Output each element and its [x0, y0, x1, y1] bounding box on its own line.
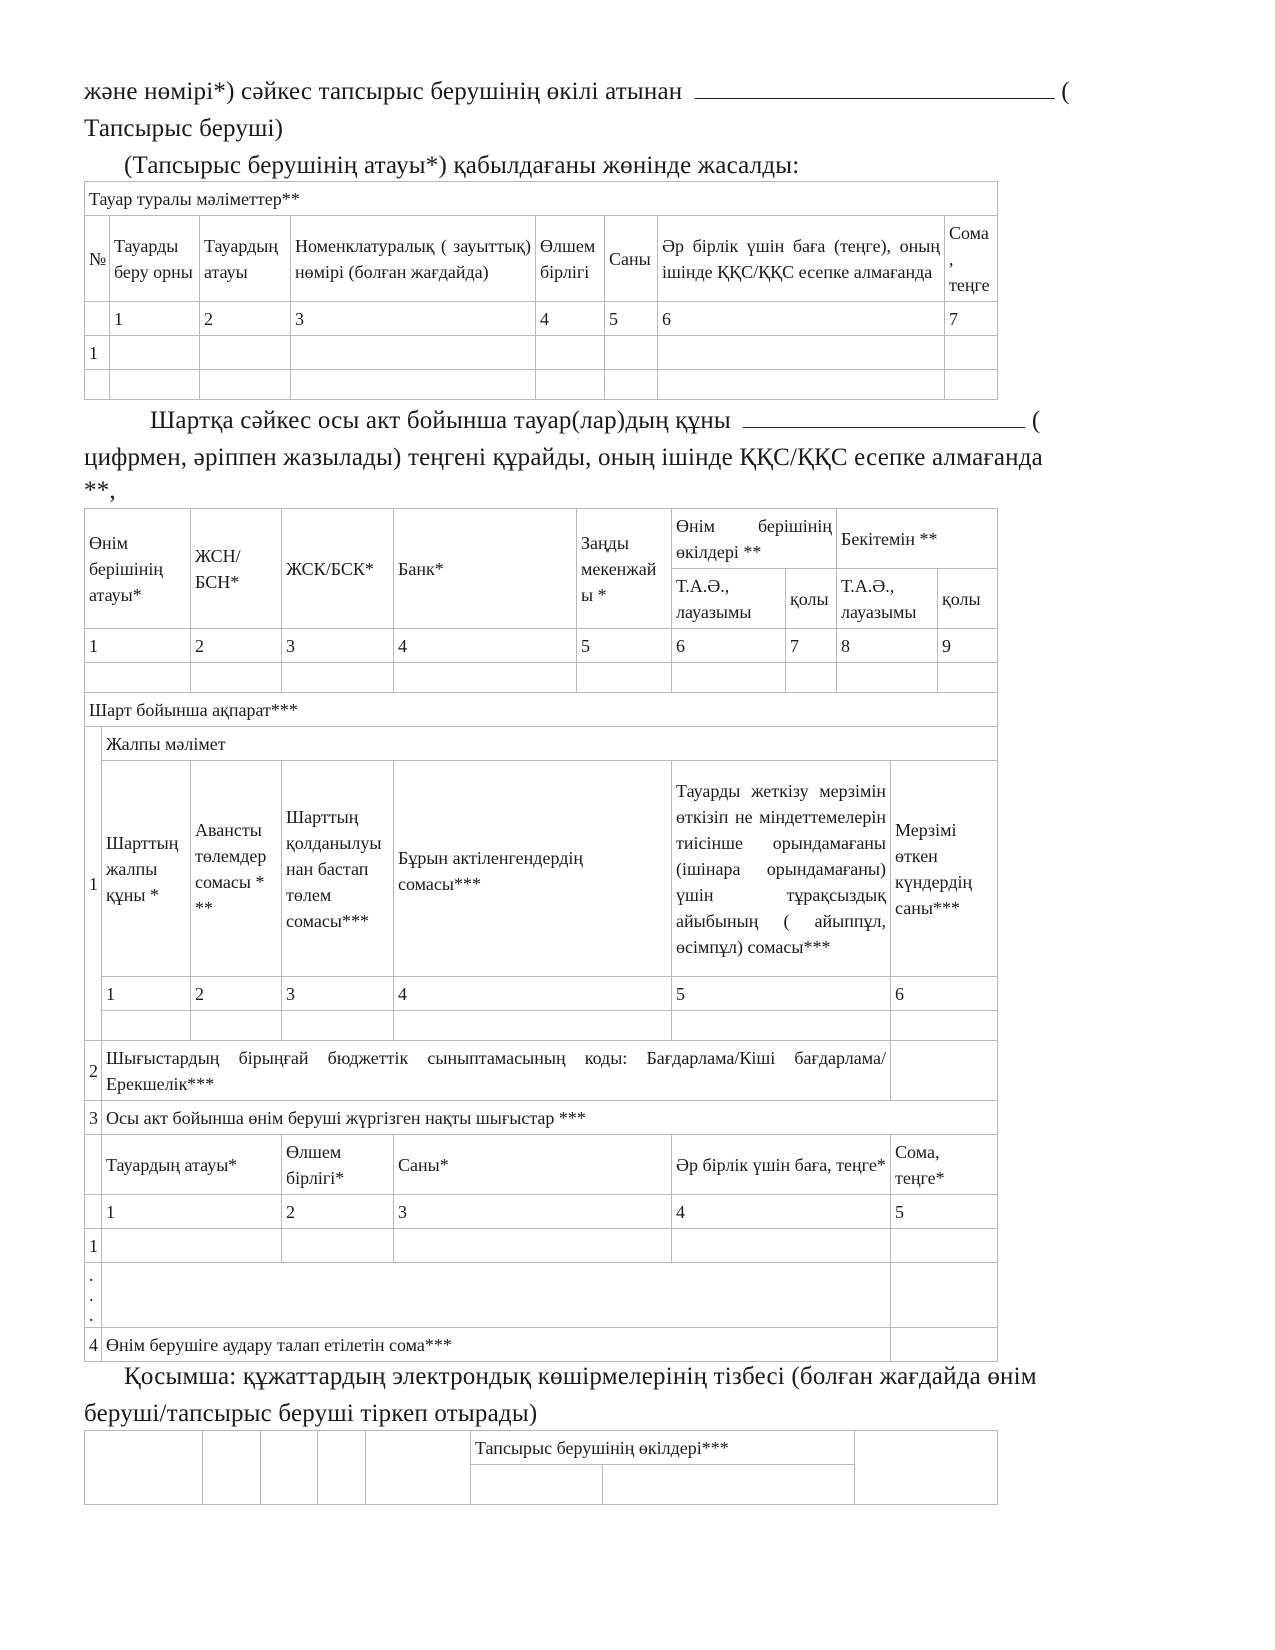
- s3-dots: .. .: [85, 1263, 102, 1328]
- supplier-index-cell: 8: [837, 629, 938, 663]
- s3-header-name: Тауардың атауы*: [102, 1135, 282, 1195]
- s1-index-cell: 6: [891, 977, 998, 1011]
- intro-line-3: (Тапсырыс берушінің атауы*) қабылдағаны жөнінде жасалды:: [124, 152, 800, 179]
- s3-index-cell: 5: [891, 1195, 998, 1229]
- s1-index-cell: 1: [102, 977, 191, 1011]
- contract-info-title: Шарт бойынша ақпарат***: [85, 693, 998, 727]
- goods-index-cell: 7: [945, 302, 998, 336]
- s3-index-cell: 3: [394, 1195, 672, 1229]
- supplier-index-cell: 2: [191, 629, 282, 663]
- goods-header-price: Әр бірлік үшін баға (теңге), оның ішінде ҚҚС/ҚҚС есепке алмағанда: [658, 216, 945, 302]
- goods-table-title: Тауар туралы мәліметтер**: [85, 182, 998, 216]
- s3-index-cell: 4: [672, 1195, 891, 1229]
- s3-header-qty: Саны*: [394, 1135, 672, 1195]
- intro-line-2: Тапсырыс беруші): [84, 115, 284, 142]
- supplier-header-address: Заңды мекенжайы *: [577, 509, 672, 629]
- goods-header-nomenclature: Номенклатуралық ( зауыттық) нөмірі (болған жағдайда): [291, 216, 536, 302]
- supplier-index-cell: 7: [786, 629, 837, 663]
- goods-index-cell: 2: [200, 302, 291, 336]
- section-1-number: 1: [85, 727, 102, 1041]
- s3-header-sum: Сома, теңге*: [891, 1135, 998, 1195]
- s1-index-cell: 5: [672, 977, 891, 1011]
- goods-header-sum: Сома , теңге: [945, 216, 998, 302]
- supplier-index-cell: 6: [672, 629, 786, 663]
- bottom-table: [84, 1430, 998, 1505]
- goods-header-no: №: [85, 216, 110, 302]
- supplier-header-name: Өнім берішінің атауы*: [85, 509, 191, 629]
- goods-index-cell: 1: [110, 302, 200, 336]
- s1-index-cell: 2: [191, 977, 282, 1011]
- approve-sub-fio: Т.А.Ә., лауазымы: [837, 569, 938, 629]
- blank-cost: [743, 403, 1025, 428]
- section-4-text: Өнім берушіге аудару талап етілетін сома***: [102, 1328, 891, 1362]
- s3-row-1: [85, 1229, 998, 1263]
- supplier-index-cell: 4: [394, 629, 577, 663]
- s3-header-unit: Өлшем бірлігі*: [282, 1135, 394, 1195]
- goods-header-place: Тауарды беру орны: [110, 216, 200, 302]
- cost-line-2: цифрмен, әріппен жазылады) теңгені құрайды, оның ішінде ҚҚС/ҚҚС есепке алмағанда: [84, 444, 1043, 471]
- cost-line-3: **,: [84, 477, 116, 504]
- s1-header-paid: Шарттың қолданылуынан бастап төлем сомасы***: [282, 761, 394, 977]
- s1-index-cell: 4: [394, 977, 672, 1011]
- section-3-number: 3: [85, 1101, 102, 1135]
- approve-sub-signature: қолы: [938, 569, 998, 629]
- supplier-header-approve: Бекітемін **: [837, 509, 998, 569]
- intro-line-1: және нөмірі*) сәйкес тапсырыс берушінің өкілі атынан (: [84, 73, 1070, 110]
- supplier-header-reps: Өнім берішінің өкілдері **: [672, 509, 837, 569]
- s3-row-dots: [85, 1263, 998, 1328]
- goods-header-name: Тауардың атауы: [200, 216, 291, 302]
- goods-header-qty: Саны: [605, 216, 658, 302]
- supplier-index-cell: 5: [577, 629, 672, 663]
- s1-header-advance: Авансты төлемдер сомасы * **: [191, 761, 282, 977]
- section-2-number: 2: [85, 1041, 102, 1101]
- goods-row-no: 1: [85, 336, 110, 370]
- supplier-index-cell: 3: [282, 629, 394, 663]
- supplier-sub-fio: Т.А.Ә., лауазымы: [672, 569, 786, 629]
- s1-index-cell: 3: [282, 977, 394, 1011]
- s3-row-no: 1: [85, 1229, 102, 1263]
- supplier-header-iik: ЖСК/БСК*: [282, 509, 394, 629]
- section-2-text: Шығыстардың бірыңғай бюджеттік сыныптамасының коды: Бағдарлама/Кіші бағдарлама/ Ерекшелік***: [102, 1041, 891, 1101]
- blank-representative: [695, 74, 1055, 99]
- supplier-index-cell: 1: [85, 629, 191, 663]
- cost-line-1: Шартқа сәйкес осы акт бойынша тауар(лар)дың құны (: [150, 402, 1040, 439]
- goods-index-cell: 6: [658, 302, 945, 336]
- goods-index-cell: [85, 302, 110, 336]
- s3-index-cell: 2: [282, 1195, 394, 1229]
- goods-index-cell: 5: [605, 302, 658, 336]
- appendix-line-1: Қосымша: құжаттардың электрондық көшірмелерінің тізбесі (болған жағдайда өнім: [124, 1363, 1037, 1390]
- s1-header-penalty: Тауарды жеткізу мерзімін өткізіп не міндеттемелерін тиісінше орындамағаны (ішінара орындамағаны) үшін тұрақсыздық айыбының ( айыппұл, өсімпұл) сомасы***: [672, 761, 891, 977]
- goods-header-unit: Өлшем бірлігі: [536, 216, 605, 302]
- customer-reps-header: Тапсырыс берушінің өкілдері***: [471, 1431, 855, 1465]
- s1-header-overdue: Мерзімі өткен күндердің саны***: [891, 761, 998, 977]
- section-4-number: 4: [85, 1328, 102, 1362]
- supplier-index-cell: 9: [938, 629, 998, 663]
- goods-index-cell: 4: [536, 302, 605, 336]
- s3-header-price: Әр бірлік үшін баға, теңге*: [672, 1135, 891, 1195]
- supplier-row-empty: [85, 663, 998, 693]
- general-info-title: Жалпы мәлімет: [102, 727, 998, 761]
- supplier-header-bank: Банк*: [394, 509, 577, 629]
- goods-row-1: [85, 336, 998, 370]
- goods-table: [84, 181, 998, 400]
- goods-row-empty: [85, 370, 998, 400]
- s1-header-previous: Бұрын актіленгендердің сомасы***: [394, 761, 672, 977]
- supplier-sub-signature: қолы: [786, 569, 837, 629]
- supplier-table: [84, 508, 998, 1362]
- s1-row-empty: [85, 1011, 998, 1041]
- s3-index-cell: 1: [102, 1195, 282, 1229]
- appendix-line-2: беруші/тапсырыс беруші тіркеп отырады): [84, 1400, 538, 1427]
- supplier-header-iin: ЖСН/ БСН*: [191, 509, 282, 629]
- s1-header-total: Шарттың жалпы құны *: [102, 761, 191, 977]
- section-3-text: Осы акт бойынша өнім беруші жүргізген нақты шығыстар ***: [102, 1101, 998, 1135]
- goods-index-cell: 3: [291, 302, 536, 336]
